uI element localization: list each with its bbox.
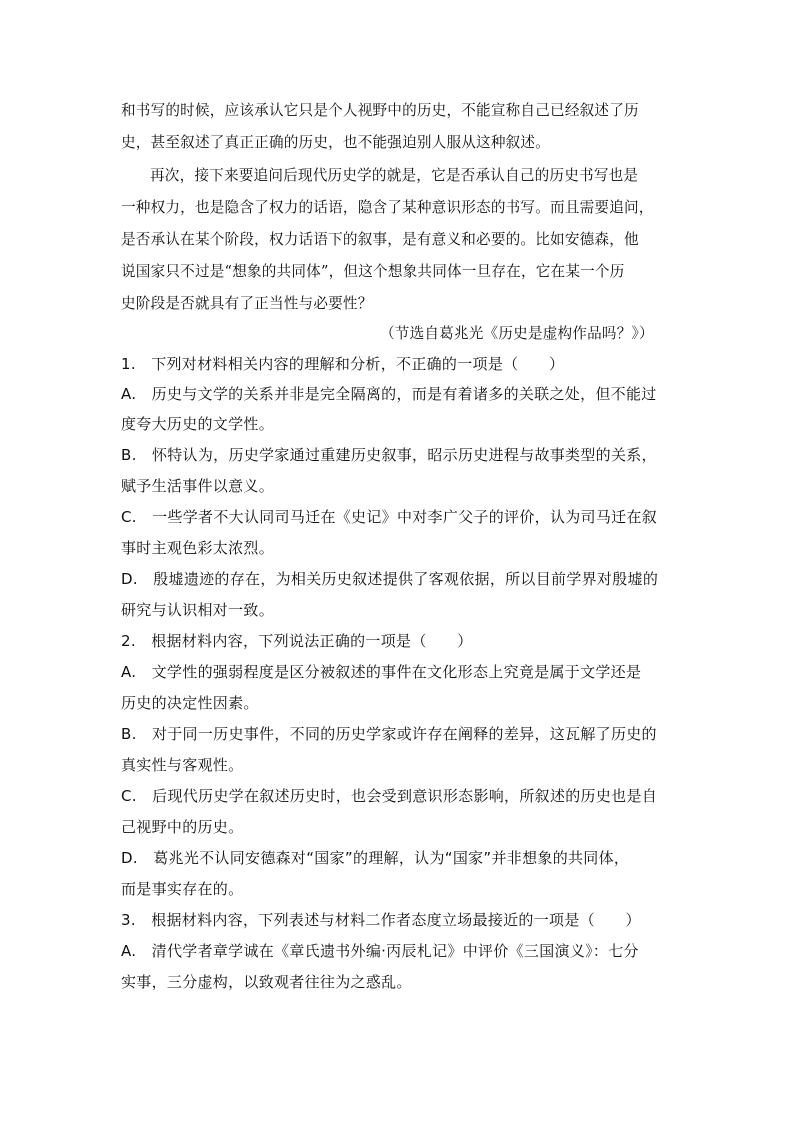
- option-d: D. 殷墟遗迹的存在，为相关历史叙述提供了客观依据，所以目前学界对殷墟的: [121, 570, 659, 588]
- option-a: A. 文学性的强弱程度是区分被叙述的事件在文化形态上究竟是属于文学还是: [121, 663, 642, 681]
- option-a-cont: 历史的决定性因素。: [121, 694, 259, 712]
- passage-line: 一种权力，也是隐含了权力的话语，隐含了某种意识形态的书写。而且需要追问，: [121, 199, 654, 216]
- option-c-cont: 己视野中的历史。: [121, 818, 244, 836]
- passage-line: 和书写的时候，应该承认它只是个人视野中的历史，不能宣称自己已经叙述了历: [121, 102, 639, 119]
- option-a-cont: 实事，三分虚构，以致观者往往为之惑乱。: [121, 973, 412, 991]
- option-d-cont: 而是事实存在的。: [121, 880, 244, 898]
- passage-line: 再次，接下来要追问后现代历史学的就是，它是否承认自己的历史书写也是: [150, 167, 639, 184]
- passage-line: 史，甚至叙述了真正正确的历史，也不能强迫别人服从这种叙述。: [121, 134, 551, 151]
- option-d: D. 葛兆光不认同安德森对“国家”的理解，认为“国家”并非想象的共同体，: [121, 849, 630, 867]
- option-b-cont: 真实性与客观性。: [121, 756, 244, 774]
- question-stem: 1. 下列对材料相关内容的理解和分析，不正确的一项是（ ）: [121, 355, 565, 373]
- passage-source: （节选自葛兆光《历史是虚构作品吗？》）: [380, 325, 654, 342]
- question-stem: 2. 根据材料内容，下列说法正确的一项是（ ）: [121, 632, 473, 650]
- option-b-cont: 赋予生活事件以意义。: [121, 477, 275, 495]
- option-c-cont: 事时主观色彩太浓烈。: [121, 539, 275, 557]
- option-b: B. 对于同一历史事件，不同的历史学家或许存在阐释的差异，这瓦解了历史的: [121, 725, 657, 743]
- passage-line: 史阶段是否就具有了正当性与必要性？: [121, 295, 373, 312]
- option-a: A. 清代学者章学诚在《章氏遗书外编·丙辰札记》中评价《三国演义》：七分: [121, 942, 639, 960]
- option-d-cont: 研究与认识相对一致。: [121, 601, 275, 619]
- option-a: A. 历史与文学的关系并非是完全隔离的，而是有着诸多的关联之处，但不能过: [121, 385, 657, 403]
- question-stem: 3. 根据材料内容，下列表述与材料二作者态度立场最接近的一项是（ ）: [121, 911, 641, 929]
- passage-line: 说国家只不过是“想象的共同体”，但这个想象共同体一旦存在，它在某一个历: [121, 263, 625, 280]
- option-b: B. 怀特认为，历史学家通过重建历史叙事，昭示历史进程与故事类型的关系，: [121, 446, 657, 464]
- option-c: C. 一些学者不大认同司马迁在《史记》中对李广父子的评价，认为司马迁在叙: [121, 508, 658, 526]
- option-c: C. 后现代历史学在叙述历史时，也会受到意识形态影响，所叙述的历史也是自: [121, 787, 658, 805]
- option-a-cont: 度夸大历史的文学性。: [121, 415, 275, 433]
- passage-line: 是否承认在某个阶段，权力话语下的叙事，是有意义和必要的。比如安德森，他: [121, 231, 639, 248]
